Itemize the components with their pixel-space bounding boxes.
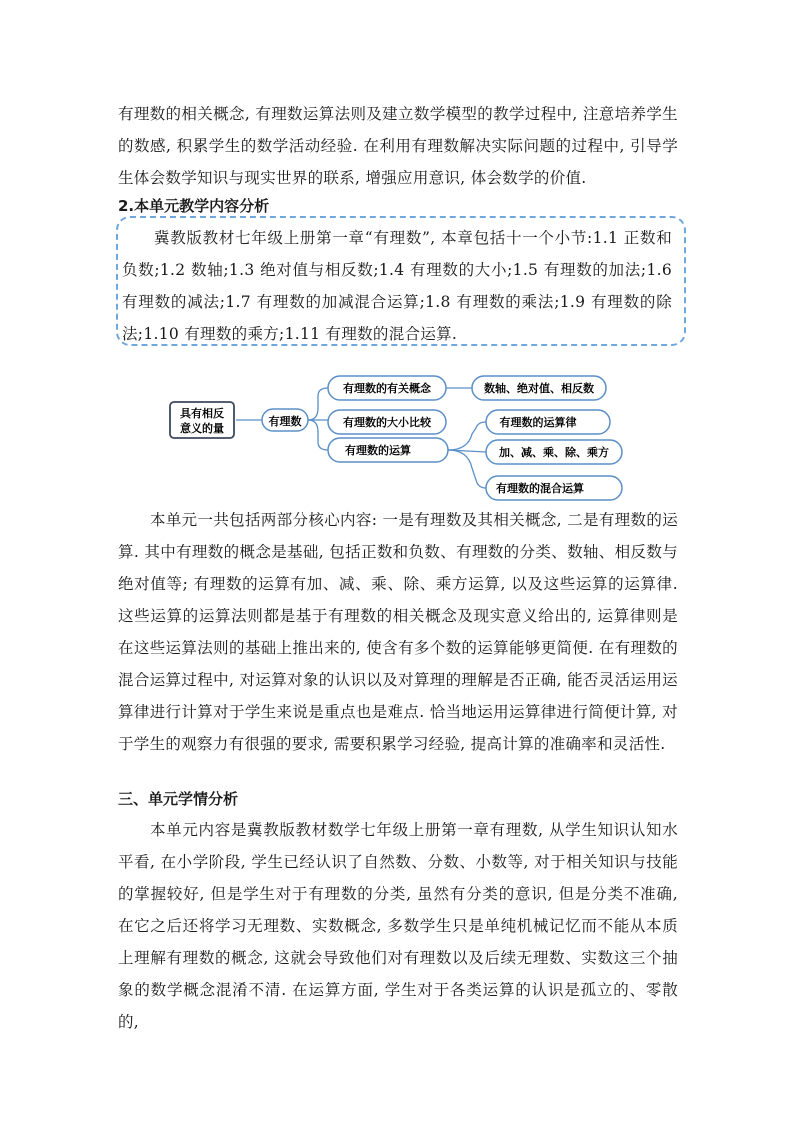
content-box [116,216,686,346]
node-compare-label: 有理数的大小比较 [343,416,431,429]
node-operation-label: 有理数的运算 [345,444,411,457]
node-law-label: 有理数的运算律 [499,416,577,429]
node-mixed-label: 有理数的混合运算 [496,482,584,495]
section-2-heading: 2.本单元教学内容分析 [118,197,270,215]
section-3-heading: 三、单元学情分析 [118,790,239,808]
concept-map [0,368,794,508]
content-box-text: 冀教版教材七年级上册第一章“有理数”, 本章包括十一个小节:1.1 正数和负数;1.2 数轴;1.3 绝对值与相反数;1.4 有理数的大小;1.5 有理数的加法;1.6 有理数的减法;1.7 有理数的加减混合运算;1.8 有理数的乘法;1.9 有理数的除法;1.10 有理数的乘方;1.11 有理数的混合运算. [122,229,672,343]
node-concept-label: 有理数的有关概念 [343,382,431,395]
node-ops-label: 加、减、乘、除、乘方 [499,446,609,459]
node-center-label: 有理数 [268,415,302,428]
node-root-line1: 具有相反 [180,407,224,420]
node-concept-detail-label: 数轴、绝对值、相反数 [484,382,594,395]
node-root-line2: 意义的量 [180,422,224,435]
intro-paragraph: 有理数的相关概念, 有理数运算法则及建立数学模型的教学过程中, 注意培养学生的数感, 积累学生的数学活动经验. 在利用有理数解决实际问题的过程中, 引导学生体会数学知识与现实世界的联系, 增强应用意识, 体会数学的价值. [118,105,678,187]
section-3-paragraph: 本单元内容是冀教版教材数学七年级上册第一章有理数, 从学生知识认知水平看, 在小学阶段, 学生已经认识了自然数、分数、小数等, 对于相关知识与技能的掌握较好, 但是学生对于有理数的分类, 虽然有分类的意识, 但是分类不准确, 在它之后还将学习无理数、实数概念, 多数学生只是单纯机械记忆而不能从本质上理解有理数的概念, 这就会导致他们对有理数以及后续无理数、实数这三个抽象的数学概念混淆不清. 在运算方面, 学生对于各类运算的认识是孤立的、零散的, [118,821,678,1031]
analysis-paragraph: 本单元一共包括两部分核心内容: 一是有理数及其相关概念, 二是有理数的运算. 其中有理数的概念是基础, 包括正数和负数、有理数的分类、数轴、相反数与绝对值等; 有理数的运算有加、减、乘、除、乘方运算, 以及这些运算的运算律. 这些运算的运算法则都是基于有理数的相关概念及现实意义给出的, 运算律则是在这些运算法则的基础上推出来的, 使含有多个数的运算能够更简便. 在有理数的混合运算过程中, 对运算对象的认识以及对算理的理解是否正确, 能否灵活运用运算律进行计算对于学生来说是重点也是难点. 恰当地运用运算律进行简便计算, 对于学生的观察力有很强的要求, 需要积累学习经验, 提高计算的准确率和灵活性. [118,511,678,753]
